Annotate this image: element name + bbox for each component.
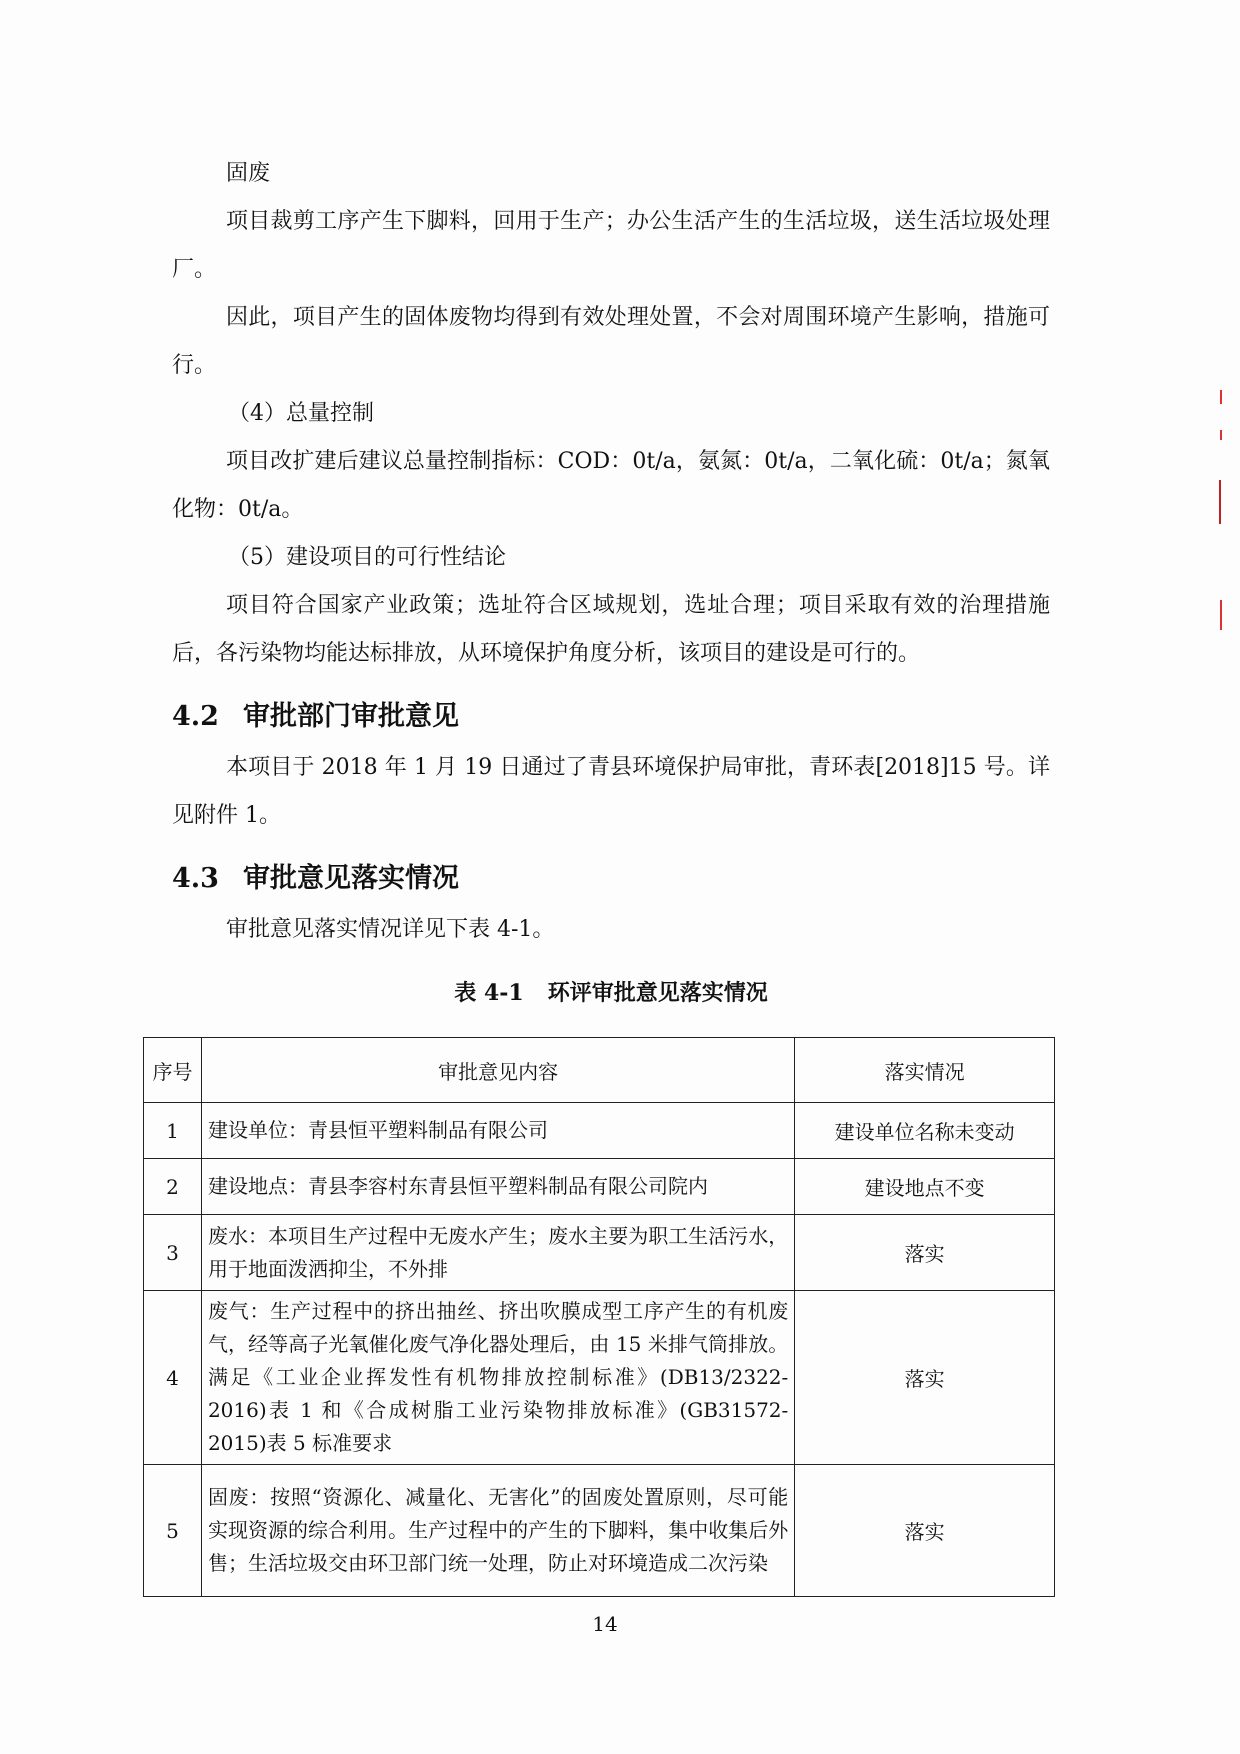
- row-no: 3: [144, 1215, 202, 1291]
- row-status: 建设单位名称未变动: [795, 1103, 1055, 1159]
- section-4-3-heading: [172, 852, 1050, 906]
- row-status: 落实: [795, 1291, 1055, 1465]
- page-content: [172, 150, 1050, 1014]
- header-status: 落实情况: [795, 1038, 1055, 1103]
- section-4-2-heading: [172, 690, 1050, 744]
- header-no: 序号: [144, 1038, 202, 1103]
- table-caption-title: 环评审批意见落实情况: [547, 980, 768, 1006]
- table-row: [144, 1465, 1055, 1597]
- section-4-3-number: 4.3: [172, 863, 219, 894]
- section-4-2-paragraph: 本项目于 2018 年 1 月 19 日通过了青县环境保护局审批，青环表[2018]15 号。详见附件 1。: [172, 755, 1050, 828]
- row-content: 建设地点：青县李容村东青县恒平塑料制品有限公司院内: [201, 1159, 794, 1215]
- solid-waste-heading: 固废: [226, 161, 271, 186]
- row-content: 固废：按照“资源化、减量化、无害化”的固废处置原则，尽可能实现资源的综合利用。生产过程中的产生的下脚料，集中收集后外售；生活垃圾交由环卫部门统一处理，防止对环境造成二次污染: [201, 1465, 794, 1597]
- row-content: 建设单位：青县恒平塑料制品有限公司: [201, 1103, 794, 1159]
- table-caption: [172, 976, 1050, 1010]
- feasibility-heading: （5）建设项目的可行性结论: [228, 545, 506, 570]
- scan-margin-mark: [1220, 600, 1222, 630]
- row-status: 建设地点不变: [795, 1159, 1055, 1215]
- scan-margin-mark: [1220, 390, 1222, 404]
- table-caption-number: 表 4-1: [454, 980, 524, 1006]
- scan-margin-mark: [1219, 480, 1221, 524]
- row-status: 落实: [795, 1215, 1055, 1291]
- approval-table: [143, 1037, 1055, 1597]
- row-content: 废水：本项目生产过程中无废水产生；废水主要为职工生活污水，用于地面泼洒抑尘，不外排: [201, 1215, 794, 1291]
- section-4-3-title: 审批意见落实情况: [242, 863, 459, 894]
- section-4-2-title: 审批部门审批意见: [242, 701, 459, 732]
- row-no: 2: [144, 1159, 202, 1215]
- row-content: 废气：生产过程中的挤出抽丝、挤出吹膜成型工序产生的有机废气，经等高子光氧催化废气净化器处理后，由 15 米排气筒排放。满足《工业企业挥发性有机物排放控制标准》(DB13/2322-2016)表 1 和《合成树脂工业污染物排放标准》(GB31572-2015)表 5 标准要求: [201, 1291, 794, 1465]
- page-number: 14: [592, 1612, 618, 1636]
- table-row: [144, 1159, 1055, 1215]
- scan-margin-mark: [1220, 430, 1222, 440]
- row-status: 落实: [795, 1465, 1055, 1597]
- row-no: 5: [144, 1465, 202, 1597]
- total-control-paragraph: 项目改扩建后建议总量控制指标：COD：0t/a，氨氮：0t/a，二氧化硫：0t/a；氮氧化物：0t/a。: [172, 449, 1050, 522]
- table-row: [144, 1291, 1055, 1465]
- table-row: [144, 1103, 1055, 1159]
- section-4-2-number: 4.2: [172, 701, 219, 732]
- row-no: 1: [144, 1103, 202, 1159]
- section-4-3-paragraph: 审批意见落实情况详见下表 4-1。: [226, 917, 555, 942]
- solid-waste-paragraph-1: 项目裁剪工序产生下脚料，回用于生产；办公生活产生的生活垃圾，送生活垃圾处理厂。: [172, 209, 1050, 282]
- table-row: [144, 1215, 1055, 1291]
- header-content: 审批意见内容: [201, 1038, 794, 1103]
- solid-waste-paragraph-2: 因此，项目产生的固体废物均得到有效处理处置，不会对周围环境产生影响，措施可行。: [172, 305, 1050, 378]
- table-header-row: [144, 1038, 1055, 1103]
- row-no: 4: [144, 1291, 202, 1465]
- total-control-heading: （4）总量控制: [228, 401, 374, 426]
- feasibility-paragraph: 项目符合国家产业政策；选址符合区域规划，选址合理；项目采取有效的治理措施后，各污染物均能达标排放，从环境保护角度分析，该项目的建设是可行的。: [172, 593, 1050, 666]
